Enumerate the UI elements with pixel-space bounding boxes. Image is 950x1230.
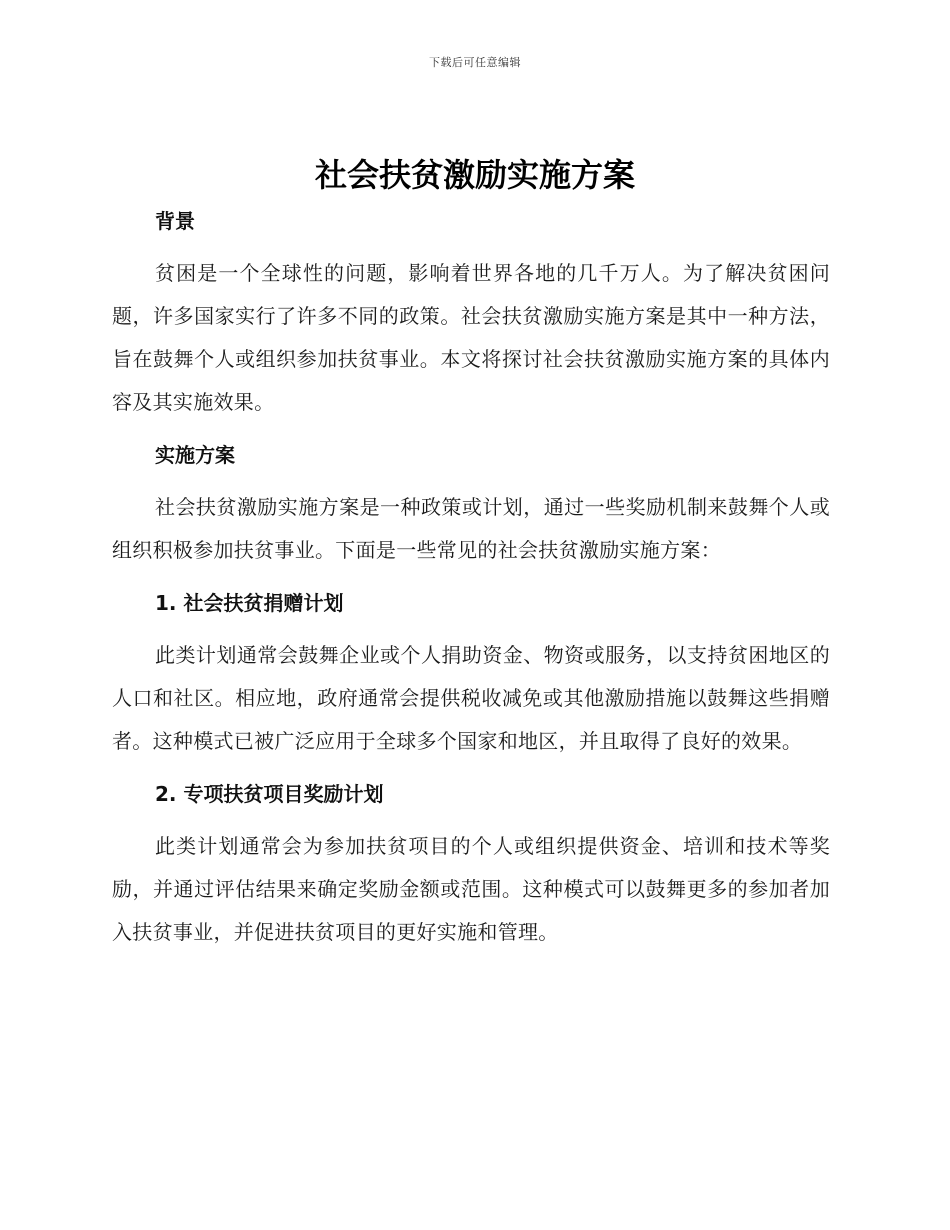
paragraph-donation-plan: 此类计划通常会鼓舞企业或个人捐助资金、物资或服务，以支持贫困地区的人口和社区。相应地，政府通常会提供税收减免或其他激励措施以鼓舞这些捐赠者。这种模式已被广泛应用于全球多个国家和地区，并且取得了良好的效果。 (112, 643, 830, 753)
section-heading-donation-plan: 1. 社会扶贫捐赠计划 (155, 591, 344, 615)
paragraph-implementation: 社会扶贫激励实施方案是一种政策或计划，通过一些奖励机制来鼓舞个人或组织积极参加扶贫事业。下面是一些常见的社会扶贫激励实施方案： (112, 495, 830, 562)
header-note: 下载后可任意编辑 (429, 56, 521, 69)
document-body (112, 200, 830, 954)
section-heading-implementation: 实施方案 (155, 443, 235, 467)
paragraph-project-reward-plan: 此类计划通常会为参加扶贫项目的个人或组织提供资金、培训和技术等奖励，并通过评估结果来确定奖励金额或范围。这种模式可以鼓舞更多的参加者加入扶贫事业，并促进扶贫项目的更好实施和管理。 (112, 834, 830, 944)
page-title: 社会扶贫激励实施方案 (314, 156, 635, 194)
section-heading-background: 背景 (155, 209, 195, 233)
section-heading-project-reward-plan: 2. 专项扶贫项目奖励计划 (155, 782, 384, 806)
paragraph-background: 贫困是一个全球性的问题，影响着世界各地的几千万人。为了解决贫困问题，许多国家实行了许多不同的政策。社会扶贫激励实施方案是其中一种方法，旨在鼓舞个人或组织参加扶贫事业。本文将探讨社会扶贫激励实施方案的具体内容及其实施效果。 (112, 261, 830, 414)
